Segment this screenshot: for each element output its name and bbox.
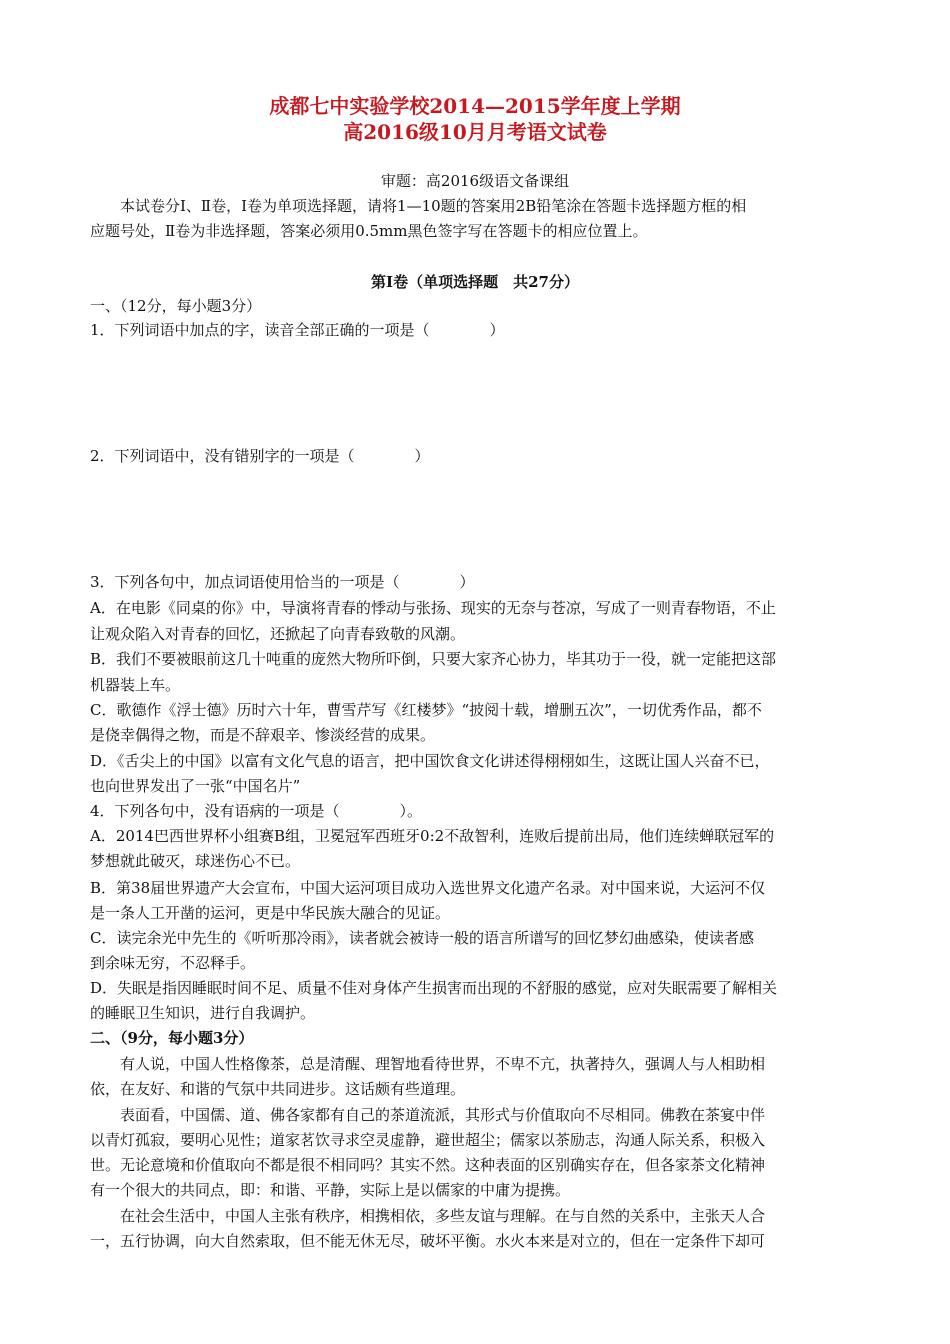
q2-stem: 2．下列词语中，没有错别字的一项是（ ） <box>90 447 430 465</box>
q3-text-line: 是侥幸偶得之物，而是不辞艰辛、惨淡经营的成果。 <box>90 726 436 744</box>
q4-text-line: C．读完余光中先生的《听听那冷雨》，读者就会被诗一般的语言所谱写的回忆梦幻曲感染，使读者感 <box>90 929 754 947</box>
passage-line: 以青灯孤寂，要明心见性；道家茗饮寻求空灵虚静，避世超尘；儒家以茶励志，沟通人际关系，积极入 <box>90 1131 766 1149</box>
q3-text-line: D．《舌尖上的中国》以富有文化气息的语言，把中国饮食文化讲述得栩栩如生，这既让国人兴奋不已， <box>90 752 770 770</box>
q1-stem: 1．下列词语中加点的字，读音全部正确的一项是（ ） <box>90 321 505 339</box>
q3-text-line: 机器装上车。 <box>90 676 181 694</box>
q4-stem: 4．下列各句中，没有语病的一项是（ ）。 <box>90 802 423 820</box>
q3-text-line: 让观众陷入对青春的回忆，还掀起了向青春致敬的风潮。 <box>90 625 466 643</box>
passage-line: 有一个很大的共同点，即：和谐、平静，实际上是以儒家的中庸为提携。 <box>90 1181 571 1199</box>
reviewer: 审题：高2016级语文备课组 <box>380 172 570 190</box>
intro-line: 本试卷分Ⅰ、Ⅱ卷，Ⅰ卷为单项选择题，请将1—10题的答案用2B铅笔涂在答题卡选择题方框的相 <box>120 197 747 215</box>
q3-text-line: A．在电影《同桌的你》中，导演将青春的悸动与张扬、现实的无奈与苍凉，写成了一则青春物语，不止 <box>90 599 776 617</box>
q4-text-line: 的睡眠卫生知识，进行自我调护。 <box>90 1004 316 1022</box>
q4-text-line: 是一条人工开凿的运河，更是中华民族大融合的见证。 <box>90 904 451 922</box>
q4-text-line: A．2014巴西世界杯小组赛B组，卫冕冠军西班牙0:2不敌智利，连败后提前出局，他们连续蝉联冠军的 <box>90 827 775 845</box>
q4-text-line: B．第38届世界遗产大会宣布，中国大运河项目成功入选世界文化遗产名录。对中国来说，大运河不仅 <box>90 879 766 897</box>
part1-title: 第Ⅰ卷（单项选择题 共27分） <box>371 273 579 291</box>
q4-text-line: 到余味无穷，不忍释手。 <box>90 954 256 972</box>
passage-line: 依，在友好、和谐的气氛中共同进步。这话颇有些道理。 <box>90 1080 466 1098</box>
passage-line: 在社会生活中，中国人主张有秩序，相携相依，多些友谊与理解。在与自然的关系中，主张天人合 <box>120 1207 766 1225</box>
q4-text-line: 梦想就此破灭，球迷伤心不已。 <box>90 852 301 870</box>
passage-line: 有人说，中国人性格像茶，总是清醒、理智地看待世界，不卑不亢，执著持久，强调人与人相助相 <box>120 1055 766 1073</box>
q4-text-line: D．失眠是指因睡眠时间不足、质量不佳对身体产生损害而出现的不舒服的感觉，应对失眠需要了解相关 <box>90 979 778 997</box>
q3-text-line: C．歌德作《浮士德》历时六十年，曹雪芹写《红楼梦》“披阅十载，增删五次”，一切优秀作品，都不 <box>90 701 762 719</box>
q3-text-line: 也向世界发出了一张“中国名片” <box>90 777 301 795</box>
exam-title-line1: 成都七中实验学校2014—2015学年度上学期 <box>269 94 681 118</box>
section2-heading: 二、（9分，每小题3分） <box>90 1029 254 1047</box>
passage-line: 一，五行协调，向大自然索取，但不能无休无尽，破坏平衡。水火本来是对立的，但在一定条件下却可 <box>90 1232 766 1250</box>
passage-line: 世。无论意境和价值取向不都是很不相同吗？其实不然。这种表面的区别确实存在，但各家茶文化精神 <box>90 1156 766 1174</box>
q3-text-line: B．我们不要被眼前这几十吨重的庞然大物所吓倒，只要大家齐心协力，毕其功于一役，就一定能把这部 <box>90 650 777 668</box>
q3-stem: 3．下列各句中，加点词语使用恰当的一项是（ ） <box>90 573 475 591</box>
exam-title-line2: 高2016级10月月考语文试卷 <box>343 120 607 144</box>
intro-line: 应题号处，Ⅱ卷为非选择题，答案必须用0.5mm黑色签字写在答题卡的相应位置上。 <box>90 222 648 240</box>
section1-heading: 一、（12分，每小题3分） <box>90 297 262 315</box>
passage-line: 表面看，中国儒、道、佛各家都有自己的茶道流派，其形式与价值取向不尽相同。佛教在茶宴中伴 <box>120 1106 766 1124</box>
